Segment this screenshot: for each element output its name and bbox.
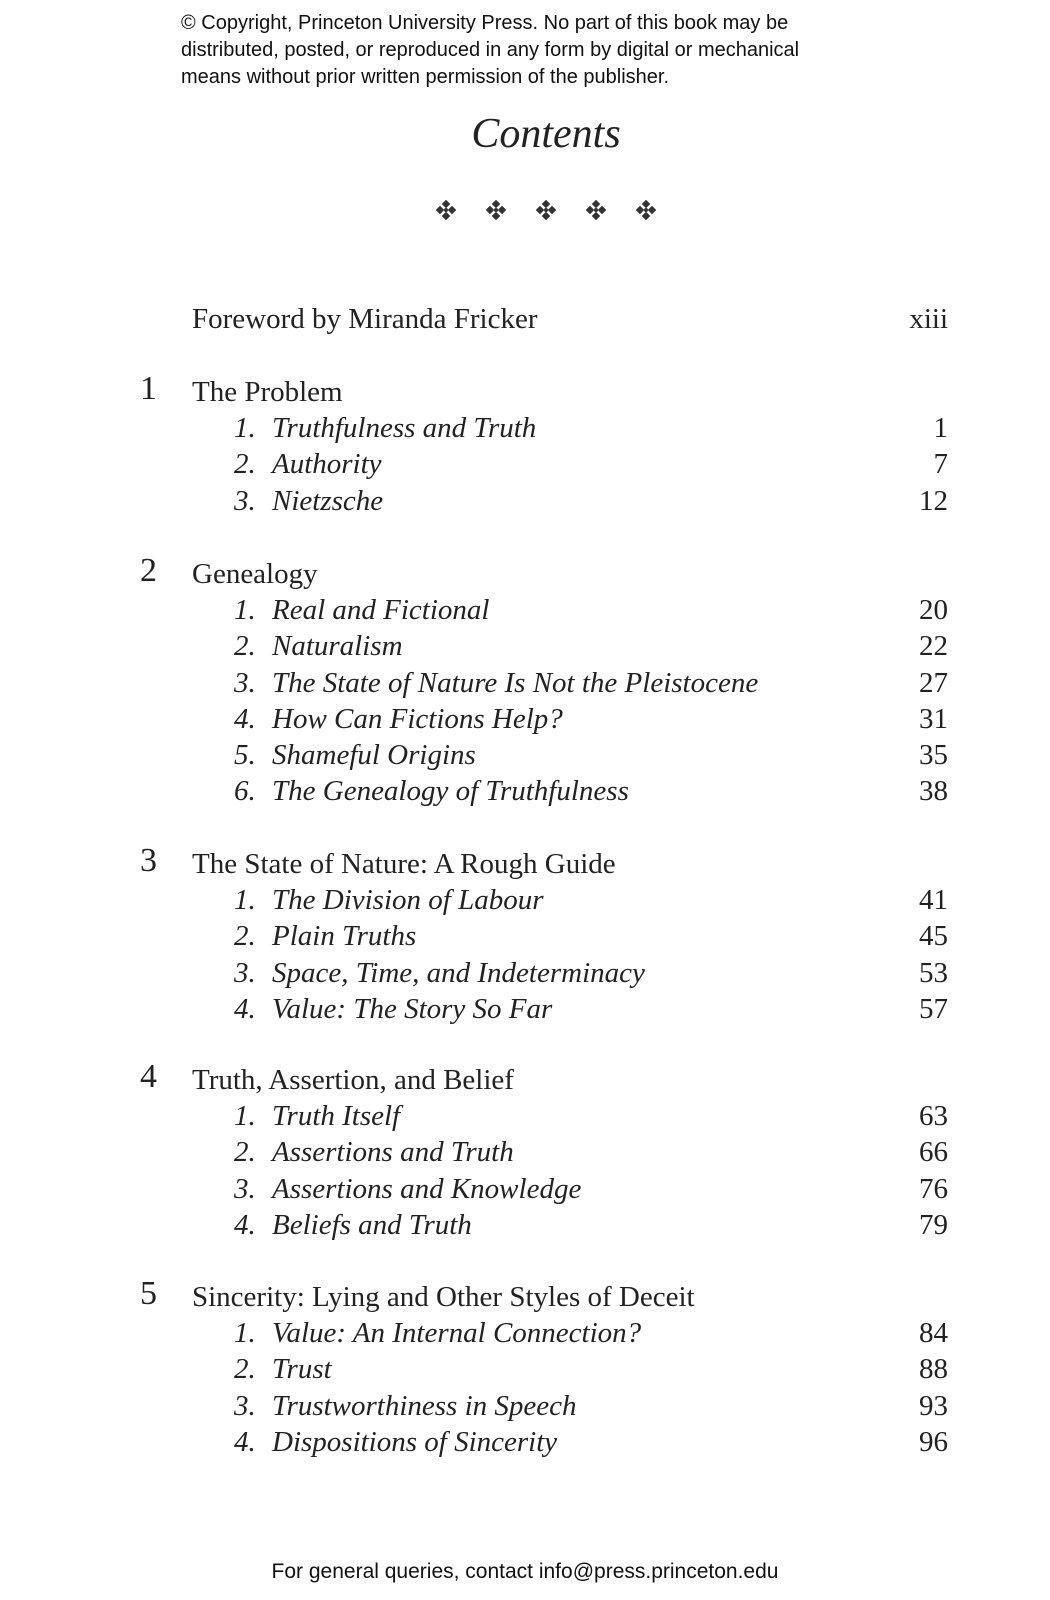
section-title: How Can Fictions Help? (272, 702, 563, 735)
chapter-number: 1 (140, 370, 157, 407)
section-number: 4. (234, 992, 256, 1025)
chapter-number: 2 (140, 552, 157, 589)
section-title: Assertions and Truth (272, 1136, 514, 1169)
section-title: Truthfulness and Truth (272, 412, 537, 444)
section-number: 6. (234, 775, 256, 808)
section-entry[interactable] (0, 412, 1050, 448)
chapter-number: 5 (140, 1275, 157, 1312)
chapter-title: Truth, Assertion, and Belief (192, 1064, 514, 1096)
section-title: Trust (272, 1353, 332, 1386)
page-number: 31 (919, 702, 948, 735)
section-entry[interactable] (0, 703, 1050, 739)
footer-contact: For general queries, contact info@press.princeton.edu (271, 1560, 779, 1583)
section-title: Authority (272, 448, 382, 481)
section-title: Plain Truths (272, 920, 417, 953)
section-number: 1. (234, 884, 256, 916)
chapter-number: 4 (140, 1058, 157, 1095)
section-title: The Division of Labour (272, 884, 544, 916)
section-entry[interactable] (0, 920, 1050, 956)
ornament-row (436, 200, 656, 224)
page-number: 76 (919, 1172, 948, 1205)
section-number: 3. (234, 484, 256, 517)
page-number: 12 (919, 484, 948, 517)
section-number: 4. (234, 702, 256, 735)
chapter-5 (0, 1275, 1050, 1462)
section-entry[interactable] (0, 1173, 1050, 1209)
chapter-3 (0, 842, 1050, 1029)
chapter-heading[interactable] (0, 1275, 1050, 1317)
page-number: 63 (919, 1100, 948, 1132)
section-number: 2. (234, 1353, 256, 1386)
section-number: 3. (234, 956, 256, 989)
diamond-fleuron-icon (536, 200, 556, 220)
section-number: 5. (234, 739, 256, 772)
section-entry[interactable] (0, 1317, 1050, 1353)
page-number: 27 (919, 666, 948, 699)
copyright-line: means without prior written permission of the publisher. (181, 66, 670, 88)
page-number: 53 (919, 956, 948, 989)
section-number: 4. (234, 1208, 256, 1241)
chapter-heading[interactable] (0, 1058, 1050, 1100)
section-title: Real and Fictional (272, 594, 490, 626)
section-title: The State of Nature Is Not the Pleistocene (272, 666, 759, 699)
copyright-line: © Copyright, Princeton University Press. No part of this book may be (181, 12, 789, 34)
section-entry[interactable] (0, 993, 1050, 1029)
diamond-fleuron-icon (436, 200, 456, 220)
section-number: 4. (234, 1425, 256, 1458)
section-title: Shameful Origins (272, 739, 476, 772)
page-number: 20 (919, 594, 948, 626)
section-title: Assertions and Knowledge (272, 1172, 582, 1205)
diamond-fleuron-icon (486, 200, 506, 220)
chapter-number: 3 (140, 842, 157, 879)
page-number: 22 (919, 630, 948, 663)
chapter-heading[interactable] (0, 552, 1050, 594)
page-number: 38 (919, 775, 948, 808)
section-title: Dispositions of Sincerity (272, 1425, 558, 1458)
chapter-heading[interactable] (0, 370, 1050, 412)
page-title: Contents (471, 111, 621, 157)
section-entry[interactable] (0, 1390, 1050, 1426)
page-number: xiii (909, 303, 948, 335)
chapter-title: The Problem (192, 376, 343, 408)
diamond-fleuron-icon (636, 200, 656, 220)
section-title: Truth Itself (272, 1100, 401, 1132)
foreword-label: Foreword by Miranda Fricker (192, 303, 538, 335)
section-title: Nietzsche (272, 484, 384, 517)
page-number: 93 (919, 1389, 948, 1422)
section-number: 1. (234, 594, 256, 626)
section-number: 2. (234, 920, 256, 953)
section-title: Space, Time, and Indeterminacy (272, 956, 645, 989)
section-number: 3. (234, 1389, 256, 1422)
chapter-title: Genealogy (192, 558, 318, 590)
page-number: 57 (919, 992, 948, 1025)
section-title: Value: The Story So Far (272, 992, 553, 1025)
page-number: 84 (919, 1317, 948, 1349)
section-number: 2. (234, 448, 256, 481)
section-number: 1. (234, 412, 256, 444)
section-entry[interactable] (0, 884, 1050, 920)
section-entry[interactable] (0, 1100, 1050, 1136)
section-number: 1. (234, 1100, 256, 1132)
section-title: The Genealogy of Truthfulness (272, 775, 629, 808)
page-number: 79 (919, 1208, 948, 1241)
section-entry[interactable] (0, 739, 1050, 775)
section-title: Beliefs and Truth (272, 1208, 472, 1241)
copyright-line: distributed, posted, or reproduced in any form by digital or mechanical (181, 39, 800, 61)
section-entry[interactable] (0, 1209, 1050, 1245)
chapter-heading[interactable] (0, 842, 1050, 884)
section-entry[interactable] (0, 667, 1050, 703)
section-title: Value: An Internal Connection? (272, 1317, 642, 1349)
section-number: 2. (234, 630, 256, 663)
page-number: 7 (933, 448, 948, 481)
page-number: 1 (933, 412, 948, 444)
chapter-2 (0, 552, 1050, 812)
page-number: 88 (919, 1353, 948, 1386)
section-entry[interactable] (0, 485, 1050, 521)
chapter-title: Sincerity: Lying and Other Styles of Deceit (192, 1281, 695, 1313)
page-number: 66 (919, 1136, 948, 1169)
section-entry[interactable] (0, 594, 1050, 630)
diamond-fleuron-icon (586, 200, 606, 220)
section-number: 3. (234, 666, 256, 699)
copyright-notice (181, 10, 901, 91)
section-title: Naturalism (272, 630, 403, 663)
chapter-4 (0, 1058, 1050, 1245)
chapter-1 (0, 370, 1050, 521)
section-entry[interactable] (0, 1136, 1050, 1172)
page-number: 35 (919, 739, 948, 772)
section-entry[interactable] (0, 957, 1050, 993)
section-number: 1. (234, 1317, 256, 1349)
page-number: 45 (919, 920, 948, 953)
chapter-title: The State of Nature: A Rough Guide (192, 848, 616, 880)
section-entry[interactable] (0, 448, 1050, 484)
section-entry[interactable] (0, 775, 1050, 811)
section-number: 3. (234, 1172, 256, 1205)
section-entry[interactable] (0, 1426, 1050, 1462)
page-number: 41 (919, 884, 948, 916)
page-number: 96 (919, 1425, 948, 1458)
section-entry[interactable] (0, 630, 1050, 666)
section-entry[interactable] (0, 1353, 1050, 1389)
section-number: 2. (234, 1136, 256, 1169)
section-title: Trustworthiness in Speech (272, 1389, 577, 1422)
